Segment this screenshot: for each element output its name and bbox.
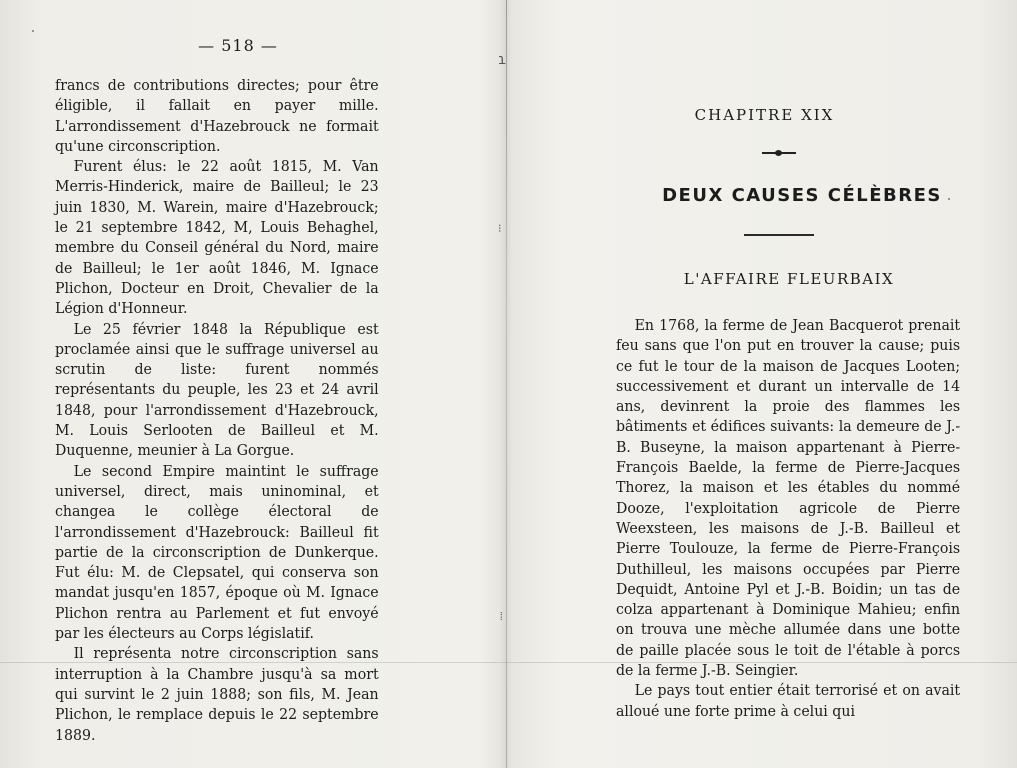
ornament-rule (762, 152, 796, 154)
chapter-heading: CHAPITRE XIX (694, 106, 835, 124)
paragraph: Il représenta notre circonscription sans interruption à la Chambre jusqu'à sa mort qui survint le 2 juin 1888; son fils, M. Jean Plichon, le remplace depuis le 22 septembre 1889. (55, 644, 379, 744)
section-heading: L'AFFAIRE FLEURBAIX (683, 270, 895, 288)
left-page-body (55, 75, 379, 745)
gutter-mark: ⁞ (498, 610, 505, 623)
right-page (512, 0, 1017, 768)
paragraph: Le second Empire maintint le suffrage universel, direct, mais uninominal, et changea le collège électoral de l'arrondissement d'Hazebrouck: Bailleul fit partie de la circonscription de Dunkerque. Fut élu: M. de Clepsatel, qui conserva son mandat jusqu'en 1857, époque où M. Ignace Plichon rentra au Parlement et fut envoyé par les électeurs au Corps législatif. (55, 461, 379, 643)
paragraph: Le pays tout entier était terrorisé et on avait alloué une forte prime à celui qui (616, 681, 961, 720)
paragraph: En 1768, la ferme de Jean Bacquerot prenait feu sans que l'on put en trouver la cause; puis ce fut le tour de la maison de Jacques Looten; successivement et durant un intervalle de 14 ans, devinrent la proie des flammes les bâtiments et édifices suivants: la demeure de J.-B. Buseyne, la maison appartenant à Pierre-François Baelde, la ferme de Pierre-Jacques Thorez, la maison et les étables du nommé Dooze, l'exploitation agricole de Pierre Weexsteen, les maisons de J.-B. Bailleul et Pierre Toulouze, la ferme de Pierre-François Duthilleul, les maisons occupées par Pierre Dequidt, Antoine Pyl et J.-B. Boidin; un tas de colza appartenant à Dominique Mahieu; enfin on trouva une mèche allumée dans une botte de paille placée sous le toit de l'étable à porcs de la ferme J.-B. Seingier. (616, 316, 961, 680)
page-number: — 518 — (198, 36, 278, 55)
title-rule (744, 234, 814, 236)
paragraph: Furent élus: le 22 août 1815, M. Van Merris-Hinderick, maire de Bailleul; le 23 juin 1830, M. Warein, maire d'Hazebrouck; le 21 septembre 1842, M, Louis Behaghel, membre du Conseil général du Nord, maire de Bailleul; le 1er août 1846, M. Ignace Plichon, Docteur en Droit, Chevalier de la Légion d'Honneur. (55, 157, 379, 318)
gutter-mark: ⁝ (498, 222, 502, 235)
paragraph: francs de contributions directes; pour être éligible, il fallait en payer mille. L'arrondissement d'Hazebrouck ne formait qu'une circonscription. (55, 76, 379, 155)
left-page (0, 0, 500, 768)
right-page-body (616, 315, 960, 721)
paragraph: Le 25 février 1848 la République est proclamée ainsi que le suffrage universel au scrutin de liste: furent nommés représentants du peuple, les 23 et 24 avril 1848, pour l'arrondissement d'Hazebrouck, M. Louis Serlooten de Bailleul et M. Duquenne, meunier à La Gorgue. (55, 319, 379, 460)
chapter-title: DEUX CAUSES CÉLÈBRES (662, 185, 942, 206)
gutter-mark: ɿ (498, 52, 507, 68)
book-gutter (506, 0, 507, 768)
